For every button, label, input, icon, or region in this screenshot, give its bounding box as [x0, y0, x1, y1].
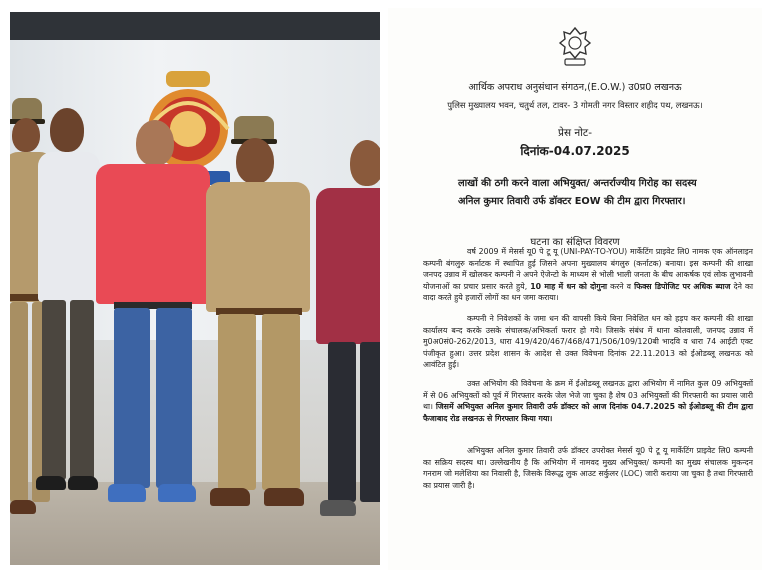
org-address: पुलिस मुख्यालय भवन, चतुर्थ तल, टावर- 3 गोमती नगर विस्तार शहीद पथ, लखनऊ।: [447, 100, 703, 110]
press-note-date: दिनांक-04.07.2025: [520, 144, 630, 158]
press-note-label: प्रेस नोट-: [557, 127, 593, 139]
group-photo: [10, 12, 380, 565]
headline-line-1: लाखों की ठगी करने वाला अभियुक्त/ अन्तर्राज्यीय गिरोह का सदस्य: [458, 178, 697, 189]
paragraph-4-text: अभियुक्त अनिल कुमार तिवारी उर्फ डॉक्टर उपरोक्त मेसर्स यू0 पे टू यू मार्केटिंग प्राइवेट लि0 कम्पनी का सक्रिय सदस्य था। उल्लेखनीय है कि अभियोग में नामवद मुख्य अभियुक्त/ कम्पनी का मुख्य संचालक मुकन्दन गनराम जो मलेशिया का निवासी है, जिसके विरूद्ध लुक आउट सर्कुलर (LOC) जारी कराया जा चुका है तथा गिरफ्तारी का प्रयास जारी है।: [423, 446, 753, 490]
paragraph-1: [423, 246, 753, 304]
org-title: आर्थिक अपराध अनुसंधान संगठन,(E.O.W.) उ0प्र0 लखनऊ: [468, 82, 682, 93]
paragraph-1-text-a: वर्ष 2009 में मेसर्स यू0 पे टू यू (UNI-PAY-TO-YOU) मार्केटिंग प्राइवेट लि0 नामक एक ऑनलाइन कम्पनी बंगलुरु कर्नाटक में स्थापित हुई जिसने अपना मुख्यालय बंगलुरु (कर्नाटक) बनाया। इस कम्पनी की शाखा जनपद उन्नाव में खोलकर कम्पनी ने अपने ऐजेन्टो के माध्यम से भोली भाली जनता के बीच आकर्षक एवं लोक लुभावनी योजनाओं का प्रचार प्रसार करते हुये,: [423, 247, 753, 291]
eow-seal-icon: [558, 26, 592, 68]
paragraph-1-bold-2: फिक्स डिपोजिट पर अधिक ब्याज: [634, 281, 731, 291]
paragraph-3-text: उक्त अभियोग की विवेचना के क्रम में ईओडब्लू लखनऊ द्वारा अभियोग में नामित कुल 09 अभियुक्तों में से 06 अभियुक्तों को पूर्व में गिरफ्तार करके जेल भेजे जा चुका है शेष 03 अभियुक्तों की गिरफ्तारी का प्रयास जारी था।: [423, 379, 753, 412]
paragraph-2: [423, 313, 753, 371]
section-title: घटना का संक्षिप्त विवरण: [530, 237, 620, 248]
headline: [458, 175, 748, 211]
paragraph-2-text: कम्पनी ने निवेशकों के जमा धन की वापसी किये बिना निवेशित धन को हड़प कर कम्पनी की शाखा कार्यालय बन्द करके उसके संचालक/अभिकर्ता फरार हो गये। जिसके संबंध में थाना कोतवाली, जनपद उन्नाव में मु0अ0सं0-262/2013, धारा 419/420/467/468/471/506/109/120बी भादवि व धारा 74 आईटी एक्ट पंजीकृत हुआ। उत्तर प्रदेश शासन के आदेश से उक्त विवेचना दिनांक 22.11.2013 को ईओडब्लू लखनऊ को आवंटित हुई।: [423, 314, 753, 370]
paragraph-3: [423, 378, 753, 424]
paragraph-1-text-b: करने व: [610, 281, 631, 291]
headline-line-2: अनिल कुमार तिवारी उर्फ डॉक्टर EOW की टीम द्वारा गिरफ्तार।: [458, 196, 686, 207]
paragraph-4: [423, 445, 753, 491]
paragraph-1-bold-1: 10 माह में धन को दोगुना: [530, 281, 608, 291]
paragraph-3-bold: जिसमें अभियुक्त अनिल कुमार तिवारी उर्फ डॉक्टर को आज दिनांक 04.7.2025 को ईओडब्लू की टीम द्वारा फैजाबाद रोड लखनऊ से गिरफ्तार किया गया।: [423, 402, 753, 423]
press-note-document: [388, 8, 762, 570]
ceiling: [10, 12, 380, 40]
paragraph-1-text-c: देने का वादा करते हुये हजारों लोगों का धन जमा कराया।: [423, 281, 753, 303]
